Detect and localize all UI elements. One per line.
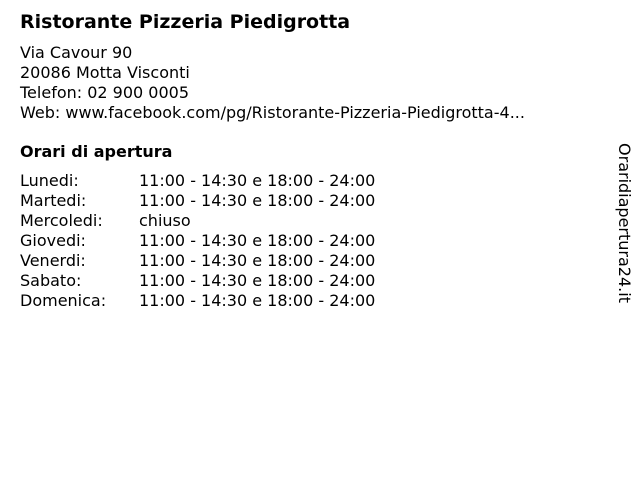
day-label: Mercoledi: xyxy=(20,211,103,230)
time-value: 11:00 - 14:30 e 18:00 - 24:00 xyxy=(139,171,376,190)
address-block xyxy=(20,43,600,123)
city-address: 20086 Motta Visconti xyxy=(20,63,190,82)
hours-row-friday xyxy=(20,251,600,271)
hours-row-sunday xyxy=(20,291,600,311)
business-name: Ristorante Pizzeria Piedigrotta xyxy=(20,11,351,33)
opening-hours-table xyxy=(20,171,600,311)
website-link[interactable]: Web: www.facebook.com/pg/Ristorante-Pizzeria-Piedigrotta-4... xyxy=(20,103,525,122)
time-value: chiuso xyxy=(139,211,191,230)
watermark-text: Oraridiapertura24.it xyxy=(615,143,635,303)
phone-number: Telefon: 02 900 0005 xyxy=(20,83,190,102)
time-value: 11:00 - 14:30 e 18:00 - 24:00 xyxy=(139,271,376,290)
street-address: Via Cavour 90 xyxy=(20,43,133,62)
day-label: Sabato: xyxy=(20,271,82,290)
day-label: Giovedi: xyxy=(20,231,86,250)
day-label: Lunedi: xyxy=(20,171,79,190)
time-value: 11:00 - 14:30 e 18:00 - 24:00 xyxy=(139,191,376,210)
day-label: Venerdi: xyxy=(20,251,86,270)
hours-row-monday xyxy=(20,171,600,191)
time-value: 11:00 - 14:30 e 18:00 - 24:00 xyxy=(139,231,376,250)
day-label: Martedi: xyxy=(20,191,87,210)
hours-row-wednesday xyxy=(20,211,600,231)
hours-row-tuesday xyxy=(20,191,600,211)
time-value: 11:00 - 14:30 e 18:00 - 24:00 xyxy=(139,251,376,270)
business-card xyxy=(20,10,600,311)
hours-row-saturday xyxy=(20,271,600,291)
time-value: 11:00 - 14:30 e 18:00 - 24:00 xyxy=(139,291,376,310)
opening-hours-heading: Orari di apertura xyxy=(20,142,173,161)
hours-row-thursday xyxy=(20,231,600,251)
site-watermark xyxy=(612,135,636,311)
day-label: Domenica: xyxy=(20,291,107,310)
